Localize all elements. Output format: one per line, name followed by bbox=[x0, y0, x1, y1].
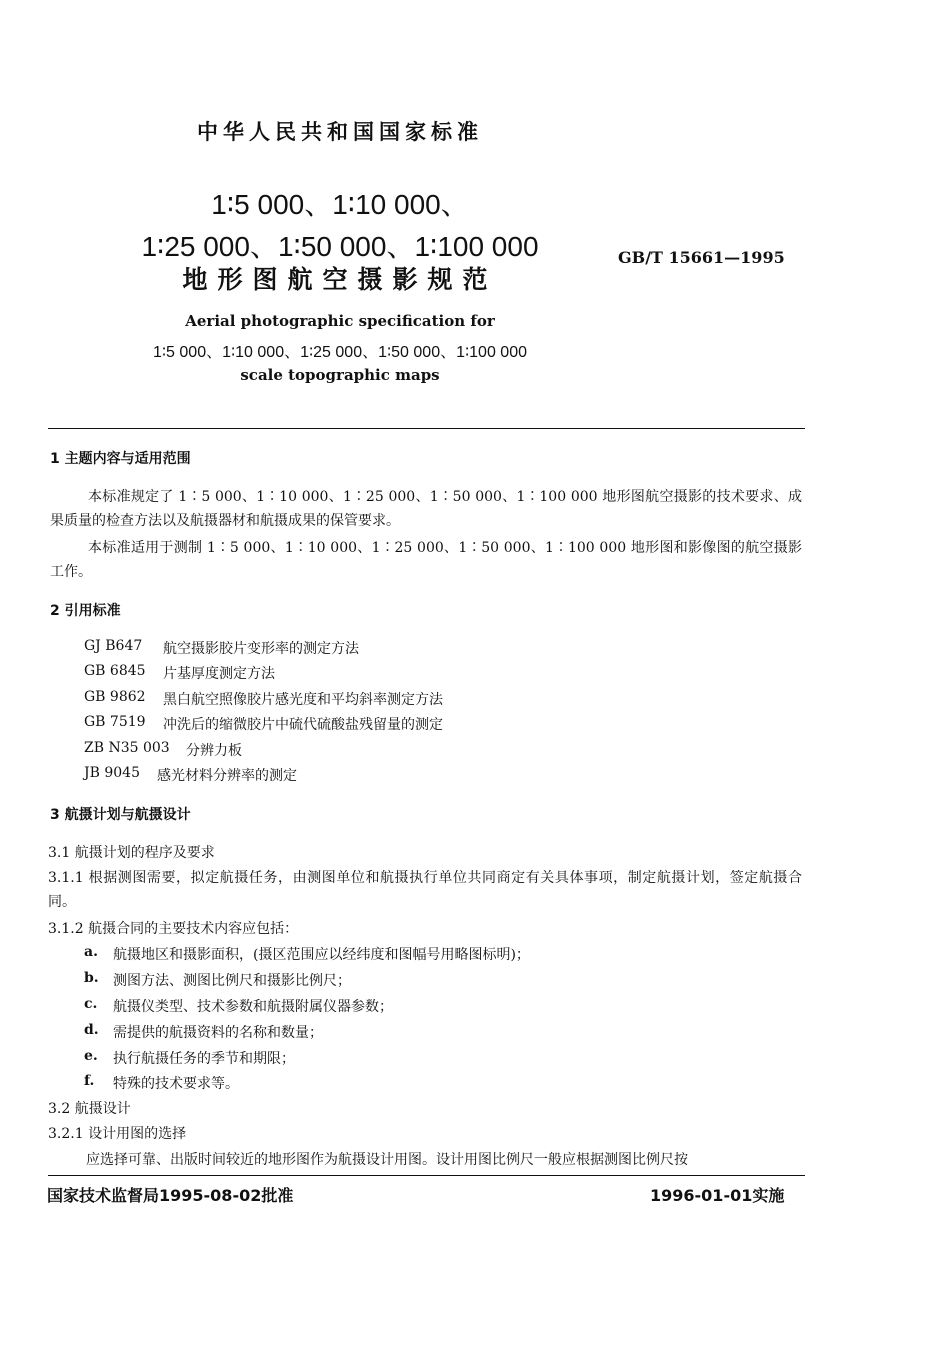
ref-title: 航空摄影胶片变形率的测定方法 bbox=[163, 641, 359, 657]
ref-title: 黑白航空照像胶片感光度和平均斜率测定方法 bbox=[163, 692, 443, 708]
section-2-heading: 2 引用标准 bbox=[50, 603, 121, 619]
title-line-3: 地形图航空摄影规范 bbox=[182, 265, 498, 294]
ref-title: 分辨力板 bbox=[186, 743, 242, 759]
footer-divider bbox=[48, 1175, 805, 1176]
ref-title: 片基厚度测定方法 bbox=[163, 666, 275, 682]
section-1-heading: 1 主题内容与适用范围 bbox=[50, 451, 191, 467]
list-item: 特殊的技术要求等。 bbox=[113, 1076, 239, 1092]
national-standard-label: 中华人民共和国国家标准 bbox=[197, 119, 483, 144]
list-item: 需提供的航摄资料的名称和数量； bbox=[113, 1025, 323, 1041]
list-label: a. bbox=[84, 944, 98, 960]
list-item: 航摄仪类型、技术参数和航摄附属仪器参数； bbox=[113, 999, 393, 1015]
ref-code: ZB N35 003 bbox=[84, 740, 170, 756]
section-1-paragraph-2: 本标准适用于测制 1∶5 000、1∶10 000、1∶25 000、1∶50 000、1∶100 000 地形图和影像图的航空摄影工作。 bbox=[50, 540, 802, 580]
section-1-paragraph-1: 本标准规定了 1∶5 000、1∶10 000、1∶25 000、1∶50 000、1∶100 000 地形图航空摄影的技术要求、成果质量的检查方法以及航摄器材和航摄成果的保管要求。 bbox=[50, 489, 802, 529]
ref-title: 冲洗后的缩微胶片中硫代硫酸盐残留量的测定 bbox=[163, 717, 443, 733]
ref-code: GB 7519 bbox=[84, 714, 146, 730]
title-line-2: 1∶25 000、1∶50 000、1∶100 000 bbox=[141, 231, 539, 262]
list-item: 测图方法、测图比例尺和摄影比例尺； bbox=[113, 973, 351, 989]
approval-date: 国家技术监督局1995-08-02批准 bbox=[47, 1186, 294, 1205]
subsection-3-1: 3.1 航摄计划的程序及要求 bbox=[48, 845, 215, 861]
title-line-1: 1∶5 000、1∶10 000、 bbox=[211, 189, 469, 220]
ref-title: 感光材料分辨率的测定 bbox=[157, 768, 297, 784]
clause-3-1-2: 3.1.2 航摄合同的主要技术内容应包括： bbox=[48, 921, 299, 937]
list-label: b. bbox=[84, 970, 99, 986]
ref-code: JB 9045 bbox=[84, 765, 140, 781]
clause-3-1-1: 3.1.1 根据测图需要，拟定航摄任务，由测图单位和航摄执行单位共同商定有关具体事项，制定航摄计划，签定航摄合同。 bbox=[48, 870, 802, 910]
list-item: 航摄地区和摄影面积，(摄区范围应以经纬度和图幅号用略图标明)； bbox=[113, 947, 530, 963]
english-title-line-3: scale topographic maps bbox=[240, 366, 440, 384]
list-item: 执行航摄任务的季节和期限； bbox=[113, 1051, 295, 1067]
list-label: f. bbox=[84, 1073, 95, 1089]
subsection-3-2: 3.2 航摄设计 bbox=[48, 1101, 131, 1117]
english-title-line-2: 1∶5 000、1∶10 000、1∶25 000、1∶50 000、1∶100 000 bbox=[152, 344, 527, 361]
list-label: d. bbox=[84, 1022, 99, 1038]
list-label: e. bbox=[84, 1048, 98, 1064]
ref-code: GJ B647 bbox=[84, 638, 143, 654]
header-divider bbox=[48, 428, 805, 429]
clause-3-2-1-paragraph: 应选择可靠、出版时间较近的地形图作为航摄设计用图。设计用图比例尺一般应根据测图比例尺按 bbox=[86, 1152, 688, 1168]
clause-3-2-1: 3.2.1 设计用图的选择 bbox=[48, 1126, 187, 1142]
ref-code: GB 9862 bbox=[84, 689, 146, 705]
english-title-line-1: Aerial photographic specification for bbox=[185, 312, 495, 330]
effective-date: 1996-01-01实施 bbox=[650, 1186, 785, 1205]
standard-number: GB/T 15661—1995 bbox=[618, 248, 785, 267]
list-label: c. bbox=[84, 996, 98, 1012]
ref-code: GB 6845 bbox=[84, 663, 146, 679]
section-3-heading: 3 航摄计划与航摄设计 bbox=[50, 807, 191, 823]
